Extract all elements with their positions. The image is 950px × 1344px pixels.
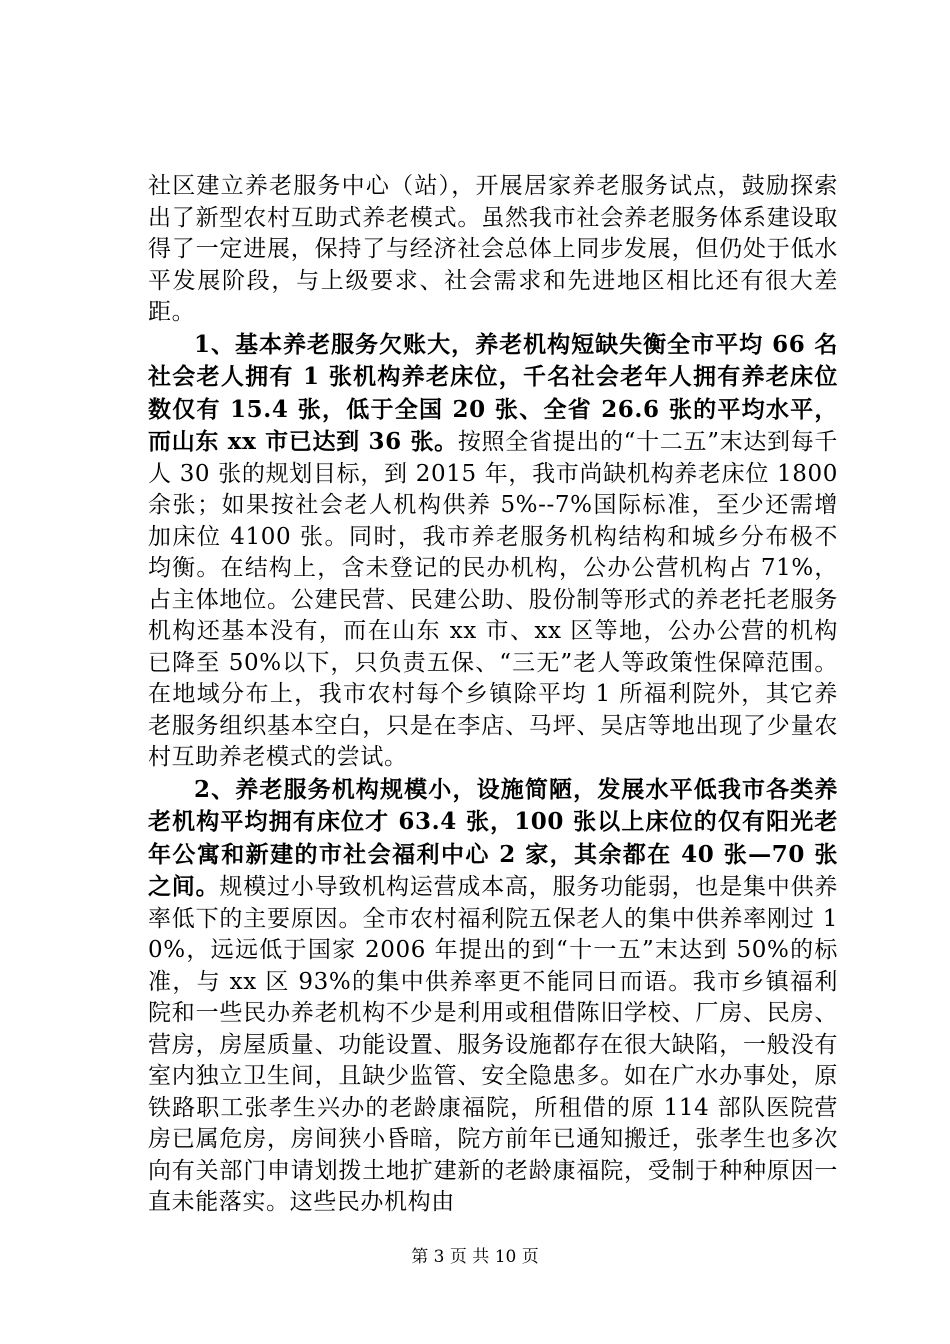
paragraph-item-2-text: 规模过小导致机构运营成本高，服务功能弱，也是集中供养率低下的主要原因。全市农村福利院五保老人的集中供养率刚过 10%，远远低于国家 2006 年提出的到“十一五”末达到 50%的标准，与 xx 区 93%的集中供养率更不能同日而语。我市乡镇福利院和一些民办养老机构不少是利用或租借陈旧学校、厂房、民房、营房，房屋质量、功能设置、服务设施都存在很大缺陷，一般没有室内独立卫生间，且缺少监管、安全隐患多。如在广水办事处，原铁路职工张孝生兴办的老龄康福院，所租借的原 114 部队医院营房已属危房，房间狭小昏暗，院方前年已通知搬迁，张孝生也多次向有关部门申请划拨土地扩建新的老龄康福院，受制于种种原因一直未能落实。这些民办机构由 xyxy=(148,874,838,1215)
document-body xyxy=(148,171,838,1219)
paragraph-intro xyxy=(148,171,838,329)
paragraph-item-1 xyxy=(148,329,838,774)
paragraph-item-2-lead: 2、养老服务机构规模小，设施简陋，发展水平低我市各类养老机构平均拥有床位才 63.4 张，100 张以上床位的仅有阳光老年公寓和新建的市社会福利中心 2 家，其余都在 40 张—70 张之间。 xyxy=(148,775,838,900)
paragraph-item-2 xyxy=(148,774,838,1219)
paragraph-item-1-text: 按照全省提出的“十二五”末达到每千人 30 张的规划目标，到 2015 年，我市尚缺机构养老床位 1800 余张；如果按社会老人机构供养 5%--7%国际标准，至少还需增加床位 4100 张。同时，我市养老服务机构结构和城乡分布极不均衡。在结构上，含未登记的民办机构，公办公营机构占 71%，占主体地位。公建民营、民建公助、股份制等形式的养老托老服务机构还基本没有，而在山东 xx 市、xx 区等地，公办公营的机构已降至 50%以下，只负责五保、“三无”老人等政策性保障范围。在地域分布上，我市农村每个乡镇除平均 1 所福利院外，其它养老服务组织基本空白，只是在李店、马坪、吴店等地出现了少量农村互助养老模式的尝试。 xyxy=(148,429,838,770)
page-footer: 第 3 页 共 10 页 xyxy=(411,1247,539,1267)
paragraph-intro-text: 社区建立养老服务中心（站），开展居家养老服务试点，鼓励探索出了新型农村互助式养老模式。虽然我市社会养老服务体系建设取得了一定进展，保持了与经济社会总体上同步发展，但仍处于低水平发展阶段，与上级要求、社会需求和先进地区相比还有很大差距。 xyxy=(148,173,838,325)
paragraph-item-1-lead: 1、基本养老服务欠账大，养老机构短缺失衡全市平均 66 名社会老人拥有 1 张机构养老床位，千名社会老年人拥有养老床位数仅有 15.4 张，低于全国 20 张、全省 26.6 张的平均水平，而山东 xx 市已达到 36 张。 xyxy=(148,330,838,455)
